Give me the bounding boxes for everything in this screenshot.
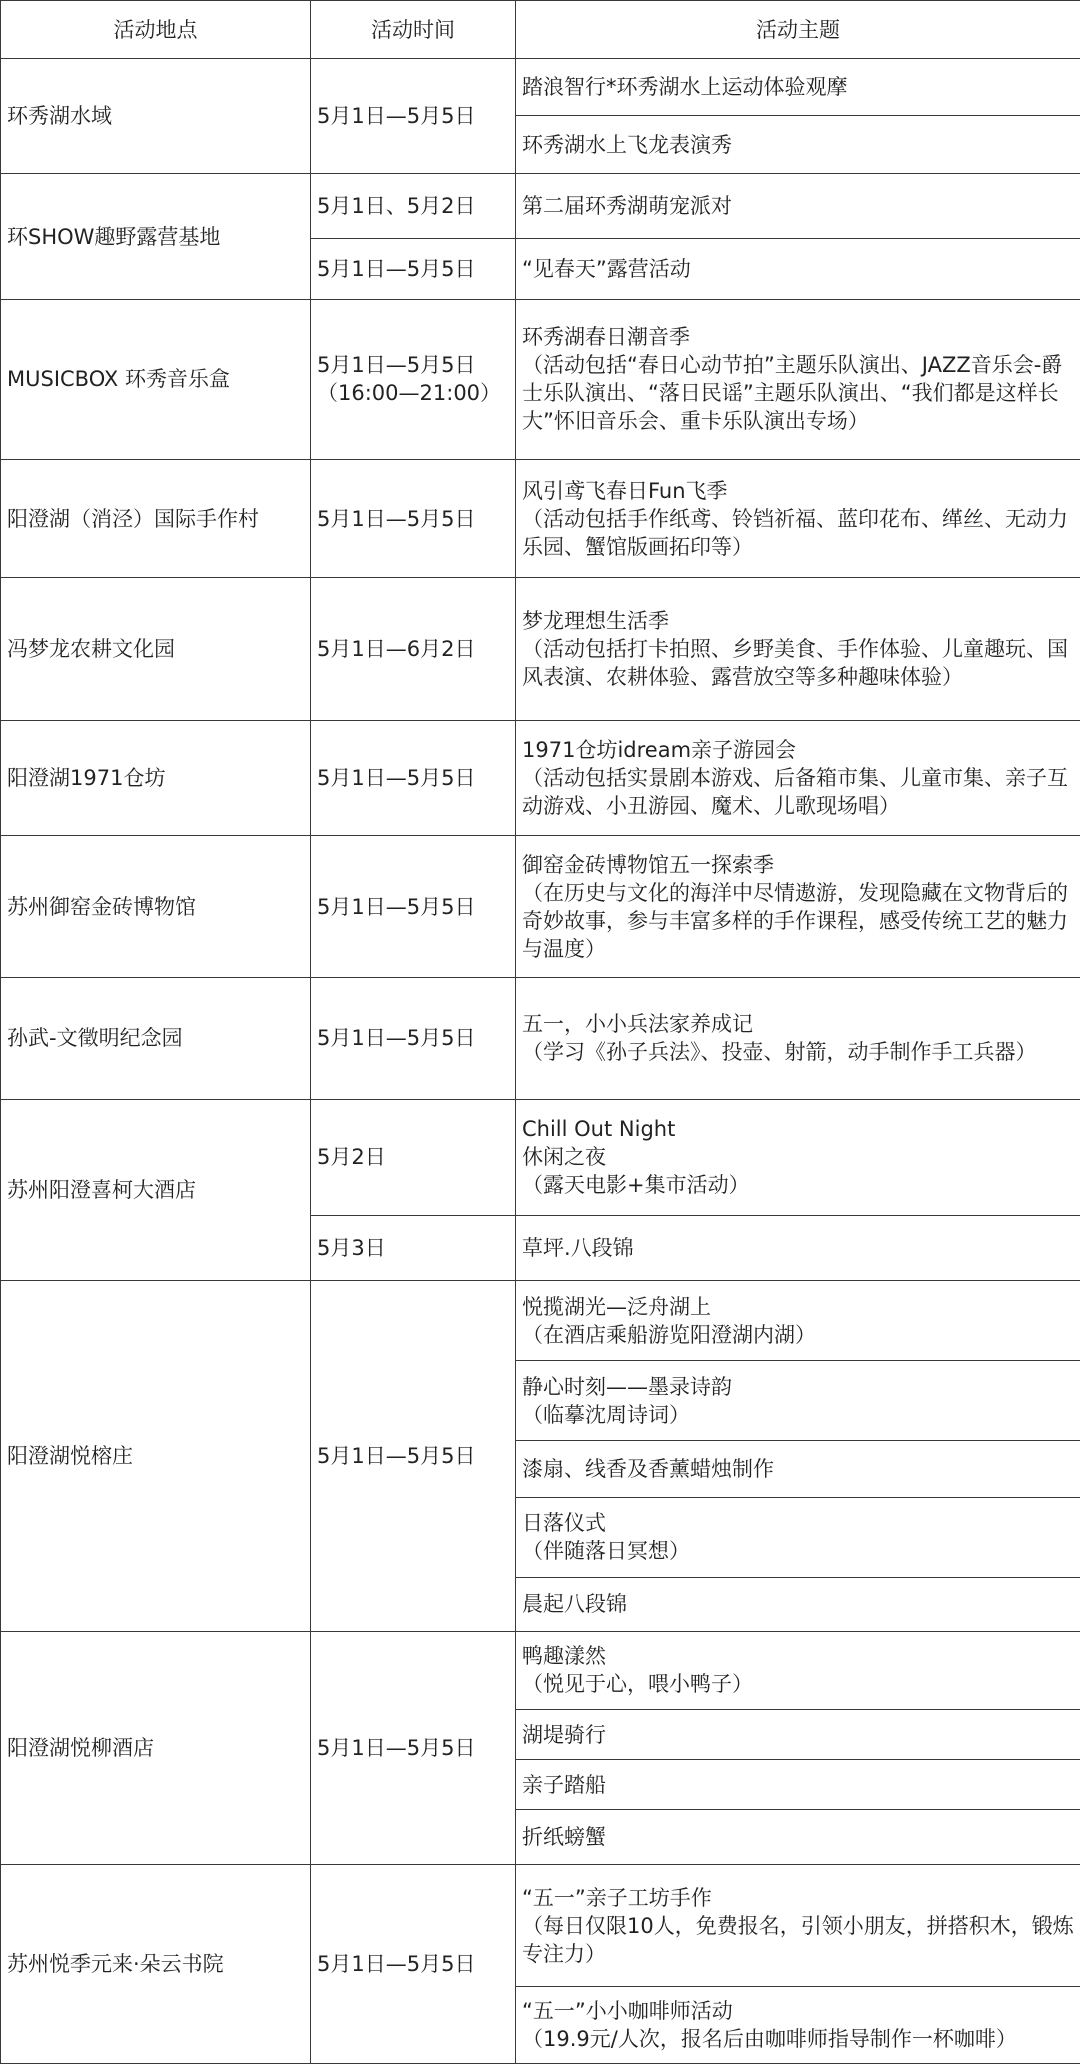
theme-cell (516, 1760, 1080, 1810)
time-cell: 5月1日—5月5日 (311, 1631, 516, 1865)
table-row (1, 1865, 1080, 1986)
theme-cell (516, 1215, 1080, 1280)
time-cell: 5月1日—5月5日 (311, 59, 516, 174)
theme-title: 踏浪智行*环秀湖水上运动体验观摩 (522, 75, 848, 100)
location-cell: 苏州阳澄喜柯大酒店 (1, 1099, 311, 1280)
time-cell: 5月1日—6月2日 (311, 578, 516, 720)
theme-detail: （学习《孙子兵法》、投壶、射箭，动手制作手工兵器） (522, 1040, 1037, 1065)
theme-title: 折纸螃蟹 (522, 1825, 606, 1850)
theme-cell (516, 978, 1080, 1099)
theme-detail: （活动包括实景剧本游戏、后备箱市集、儿童市集、亲子互动游戏、小丑游园、魔术、儿歌现场唱） (522, 765, 1068, 818)
theme-cell (516, 578, 1080, 720)
table-row (1, 299, 1080, 459)
time-cell: 5月2日 (311, 1099, 516, 1215)
location-cell: 阳澄湖悦柳酒店 (1, 1631, 311, 1865)
theme-cell (516, 116, 1080, 174)
theme-cell (516, 1710, 1080, 1760)
theme-detail: （活动包括打卡拍照、乡野美食、手作体验、儿童趣玩、国风表演、农耕体验、露营放空等多种趣味体验） (522, 637, 1068, 690)
table-row (1, 174, 1080, 238)
theme-cell (516, 1361, 1080, 1441)
time-cell: 5月1日—5月5日 (311, 1865, 516, 2064)
theme-detail: （每日仅限10人，免费报名，引领小朋友，拼搭积木，锻炼专注力） (522, 1913, 1074, 1966)
theme-title: 漆扇、线香及香薰蜡烛制作 (522, 1456, 774, 1481)
table-row (1, 720, 1080, 835)
theme-cell (516, 59, 1080, 116)
theme-cell (516, 1281, 1080, 1361)
theme-cell (516, 1631, 1080, 1709)
theme-title: 晨起八段锦 (522, 1592, 627, 1617)
theme-title: 梦龙理想生活季 (522, 609, 669, 634)
theme-title: 湖堤骑行 (522, 1722, 606, 1747)
theme-cell (516, 299, 1080, 459)
theme-title: “五一”亲子工坊手作 (522, 1885, 712, 1910)
location-cell: 阳澄湖悦榕庄 (1, 1281, 311, 1632)
location-cell: 环秀湖水域 (1, 59, 311, 174)
theme-detail: （在酒店乘船游览阳澄湖内湖） (522, 1322, 816, 1347)
theme-cell (516, 1986, 1080, 2063)
theme-title: 静心时刻——墨录诗韵 (522, 1374, 732, 1399)
theme-title: 1971仓坊idream亲子游园会 (522, 737, 797, 762)
location-cell: MUSICBOX 环秀音乐盒 (1, 299, 311, 459)
header-row (1, 1, 1080, 59)
theme-title: 日落仪式 (522, 1511, 606, 1536)
theme-title: “五一”小小咖啡师活动 (522, 1998, 733, 2023)
theme-title: 亲子踏船 (522, 1772, 606, 1797)
table-row (1, 59, 1080, 116)
header-theme: 活动主题 (516, 1, 1080, 59)
table-row (1, 835, 1080, 977)
time-cell: 5月1日—5月5日（16:00—21:00） (311, 299, 516, 459)
table-row (1, 1281, 1080, 1361)
time-cell: 5月1日—5月5日 (311, 835, 516, 977)
table-row (1, 460, 1080, 578)
time-cell: 5月1日—5月5日 (311, 978, 516, 1099)
location-cell: 孙武-文徵明纪念园 (1, 978, 311, 1099)
theme-cell (516, 1099, 1080, 1215)
theme-detail: （活动包括手作纸鸢、铃铛祈福、蓝印花布、缂丝、无动力乐园、蟹馆版画拓印等） (522, 506, 1068, 559)
table-row (1, 978, 1080, 1099)
theme-title: 御窑金砖博物馆五一探索季 (522, 852, 774, 877)
location-cell: 冯梦龙农耕文化园 (1, 578, 311, 720)
theme-cell (516, 174, 1080, 238)
time-cell: 5月1日—5月5日 (311, 238, 516, 299)
theme-cell (516, 460, 1080, 578)
theme-title: 悦揽湖光—泛舟湖上 (522, 1294, 711, 1319)
theme-detail: （露天电影+集市活动） (522, 1173, 750, 1198)
theme-cell (516, 1497, 1080, 1577)
theme-detail: （19.9元/人次，报名后由咖啡师指导制作一杯咖啡） (522, 2026, 1017, 2051)
theme-cell (516, 835, 1080, 977)
location-cell: 苏州悦季元来·朵云书院 (1, 1865, 311, 2064)
theme-title: 环秀湖春日潮音季 (522, 325, 690, 350)
time-cell: 5月1日—5月5日 (311, 720, 516, 835)
theme-title: 第二届环秀湖萌宠派对 (522, 193, 732, 218)
theme-cell (516, 1865, 1080, 1986)
theme-detail: （临摹沈周诗词） (522, 1402, 690, 1427)
theme-detail: （伴随落日冥想） (522, 1539, 690, 1564)
location-cell: 苏州御窑金砖博物馆 (1, 835, 311, 977)
time-cell: 5月1日—5月5日 (311, 460, 516, 578)
theme-subtitle: 休闲之夜 (522, 1145, 606, 1170)
theme-cell (516, 1577, 1080, 1631)
location-cell: 阳澄湖（消泾）国际手作村 (1, 460, 311, 578)
table-row (1, 1631, 1080, 1709)
theme-title: 环秀湖水上飞龙表演秀 (522, 132, 732, 157)
theme-title: 鸭趣漾然 (522, 1644, 606, 1669)
theme-cell (516, 238, 1080, 299)
time-cell: 5月3日 (311, 1215, 516, 1280)
theme-title: 草坪.八段锦 (522, 1235, 634, 1260)
time-cell: 5月1日、5月2日 (311, 174, 516, 238)
table-row (1, 1099, 1080, 1215)
table-row (1, 578, 1080, 720)
theme-cell (516, 1810, 1080, 1865)
theme-title: Chill Out Night (522, 1117, 676, 1142)
location-cell: 阳澄湖1971仓坊 (1, 720, 311, 835)
theme-cell (516, 720, 1080, 835)
header-location: 活动地点 (1, 1, 311, 59)
theme-title: 风引鸢飞春日Fun飞季 (522, 478, 728, 503)
header-time: 活动时间 (311, 1, 516, 59)
theme-title: 五一，小小兵法家养成记 (522, 1012, 753, 1037)
location-cell: 环SHOW趣野露营基地 (1, 174, 311, 299)
theme-cell (516, 1441, 1080, 1497)
theme-detail: （活动包括“春日心动节拍”主题乐队演出、JAZZ音乐会-爵士乐队演出、“落日民谣”主题乐队演出、“我们都是这样长大”怀旧音乐会、重卡乐队演出专场） (522, 353, 1063, 434)
theme-title: “见春天”露营活动 (522, 256, 691, 281)
theme-detail: （悦见于心，喂小鸭子） (522, 1672, 753, 1697)
time-cell: 5月1日—5月5日 (311, 1281, 516, 1632)
theme-detail: （在历史与文化的海洋中尽情遨游，发现隐藏在文物背后的奇妙故事，参与丰富多样的手作课程，感受传统工艺的魅力与温度） (522, 880, 1068, 961)
